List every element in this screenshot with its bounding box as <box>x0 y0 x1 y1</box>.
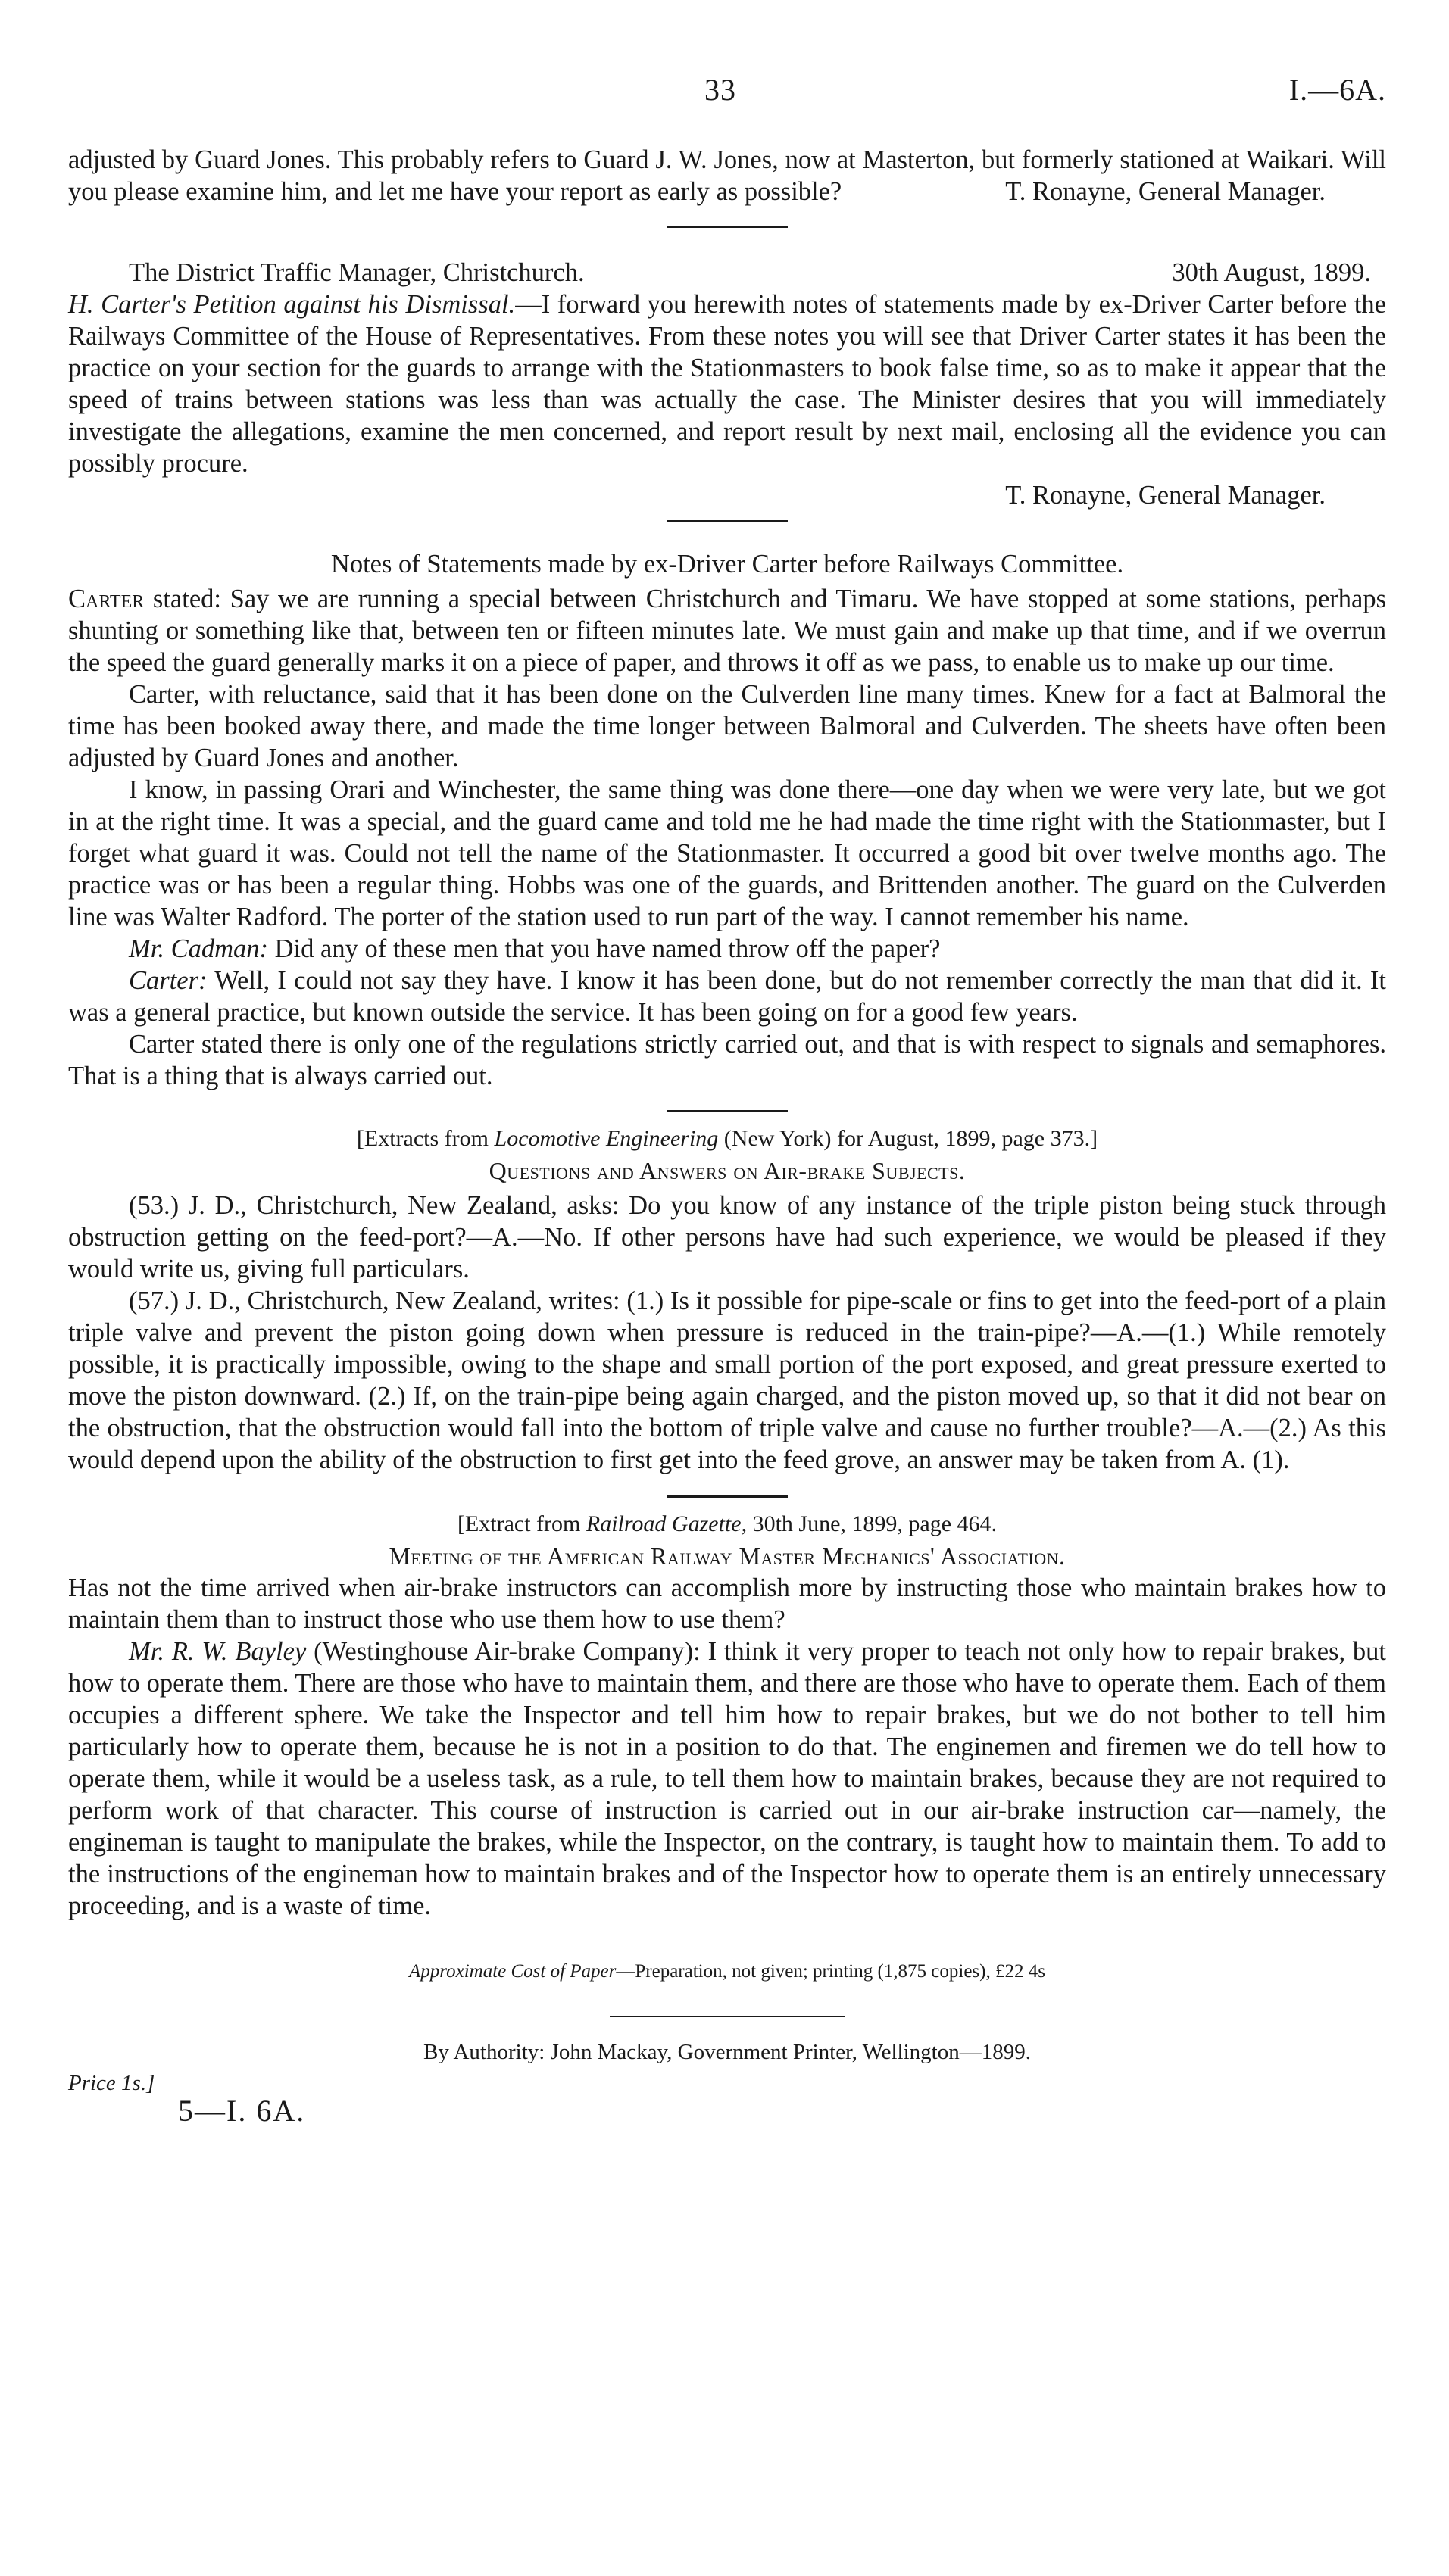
section-divider <box>667 1110 788 1112</box>
printer-authority: By Authority: John Mackay, Government Printer, Wellington—1899. <box>423 2040 1031 2064</box>
notes-paragraph: Carter, with reluctance, said that it has been done on the Culverden line many times. Knew for a fact at Balmoral the time has been booked away there, and made the time longer between Balmoral and Culverden. The sheets have often been adjusted by Guard Jones and another. <box>68 680 1386 772</box>
notes-paragraph: Carter stated: Say we are running a special between Christchurch and Timaru. We have stopped at some stations, perhaps shunting or something like that, between ten or fifteen minutes late. We must gain and make up that time, and if we overrun the speed the guard generally marks it on a piece of paper, and throws it off as we pass, to enable us to make up our time. <box>68 585 1387 677</box>
price: Price 1s.] <box>68 2071 155 2095</box>
page-number: 33 <box>704 73 736 107</box>
letter-text: —I forward you herewith notes of statements made by ex-Driver Carter before the Railways Committee of the House of Representatives. From these notes you will see that Driver Carter states it has been the practice on your section for the guards to arrange with the Stationmasters to book false time, so as to make it appear that the speed of trains between stations was less than was actually the case. The Minister desires that you will immediately investigate the allegations, examine the men concerned, and report result by next mail, enclosing all the evidence you can possibly procure. <box>68 290 1386 478</box>
notes-paragraph: Carter stated there is only one of the regulations strictly carried out, and that is with respect to signals and semaphores. That is a thing that is always carried out. <box>68 1030 1386 1090</box>
section-divider <box>667 520 788 522</box>
question-57: (57.) J. D., Christchurch, New Zealand, writes: (1.) Is it possible for pipe-scale or fins to get into the feed-port of a plain triple valve and prevent the piston going down when pressure is reduced in the train-pipe?—A.—(1.) While remotely possible, it is practically impossible, owing to the shape and small portion of the port exposed, and great pressure exerted to move the piston downward. (2.) If, on the train-pipe being again charged, and the piston moved up, so that it did not bear on the obstruction, that the obstruction would fall into the bottom of triple valve and cause no further trouble?—A.—(2.) As this would depend upon the ability of the obstruction to first get into the feed grove, an answer may be taken from A. (1). <box>68 1286 1386 1474</box>
notes-question: Mr. Cadman: Did any of these men that you have named throw off the paper? <box>129 934 941 963</box>
notes-answer: Carter: Well, I could not say they have. I know it has been done, but do not remember correctly the man that did it. It was a general practice, but known outside the service. It has been going on for a good few years. <box>68 966 1386 1027</box>
question-53: (53.) J. D., Christchurch, New Zealand, asks: Do you know of any instance of the triple piston being stuck through obstruction getting on the feed-port?—A.—No. If other persons have had such experience, we would be pleased if they would write us, giving full particulars. <box>68 1191 1386 1283</box>
letter-body <box>68 288 1386 479</box>
extract-question: Has not the time arrived when air-brake instructors can accomplish more by instructing those who maintain brakes how to maintain them than to instruct those who use them how to use them? <box>68 1573 1386 1634</box>
paper-stamp: 5—I. 6A. <box>178 2094 306 2128</box>
notes-paragraph: I know, in passing Orari and Winchester, the same thing was done there—one day when we were very late, but we got in at the right time. It was a special, and the guard came and told me he had made the time right with the Stationmaster, but I forget what guard it was. Could not tell the name of the Stationmaster. It occurred a good bit over twelve months ago. The practice was or has been a regular thing. Hobbs was one of the guards, and Brittenden another. The guard on the Culverden line was Walter Radford. The porter of the station used to run part of the way. I cannot remember his name. <box>68 775 1386 931</box>
letter-subject: H. Carter's Petition against his Dismissal. <box>68 290 516 319</box>
extract-heading: Meeting of the American Railway Master Mechanics' Association. <box>389 1542 1066 1570</box>
footer-divider <box>610 2016 845 2017</box>
section-divider <box>667 226 788 228</box>
section-divider <box>667 1495 788 1498</box>
signature-ronayne-1: T. Ronayne, General Manager. <box>1005 177 1326 206</box>
extract-answer: Mr. R. W. Bayley (Westinghouse Air-brake Company): I think it very proper to teach not only how to repair brakes, but how to operate them. There are those who have to maintain them, and there are those who have to operate them. Each of them occupies a different sphere. We take the Inspector and tell him how to repair brakes, but we do not bother to tell him particularly how to operate them, because he is not in a position to do that. The enginemen and firemen we do tell how to operate them, while it would be a useless task, as a rule, to tell them how to maintain brakes, because they are not required to perform work of that character. This course of instruction is carried out in our air-brake instruction car—namely, the engineman is taught to manipulate the brakes, while the Inspector, on the contrary, is taught how to maintain them. To add to the instructions of the engineman how to maintain brakes and of the Inspector how to operate them is an entirely unnecessary proceeding, and is a waste of time. <box>68 1637 1387 1920</box>
letter-date: 30th August, 1899. <box>1172 258 1371 287</box>
extract-source: [Extracts from Locomotive Engineering (New York) for August, 1899, page 373.] <box>356 1126 1098 1151</box>
extract-source: [Extract from Railroad Gazette, 30th June, 1899, page 464. <box>457 1511 998 1536</box>
approximate-cost: Approximate Cost of Paper—Preparation, not given; printing (1,875 copies), £22 4s <box>409 1961 1045 1982</box>
extract-heading: Questions and Answers on Air-brake Subjects. <box>489 1157 966 1184</box>
document-body <box>68 144 1386 2128</box>
notes-title: Notes of Statements made by ex-Driver Carter before Railways Committee. <box>330 550 1124 579</box>
letter-continuation: adjusted by Guard Jones. This probably refers to Guard J. W. Jones, now at Masterton, but formerly stationed at Waikari. Will you please examine him, and let me have your report as early as possible? <box>68 145 1386 206</box>
notes-speaker: Carter <box>68 585 145 613</box>
letter-heading <box>68 257 1386 288</box>
addressee: The District Traffic Manager, Christchurch. <box>129 258 585 287</box>
signature-ronayne-2: T. Ronayne, General Manager. <box>1005 481 1326 510</box>
document-reference: I.—6A. <box>1288 73 1386 107</box>
